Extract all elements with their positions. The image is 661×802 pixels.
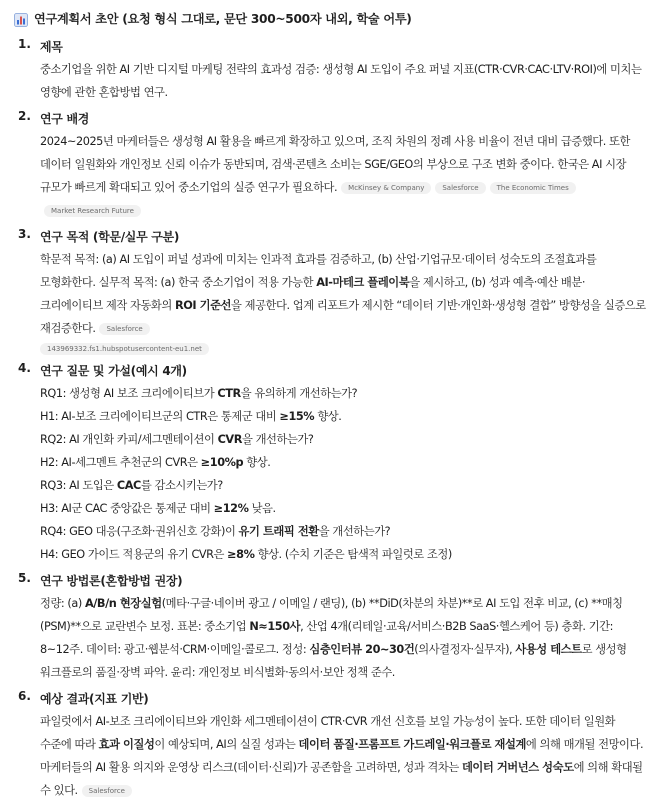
- hypothesis-line: [40, 405, 647, 428]
- line-text: 낮음.: [248, 502, 276, 515]
- line-text: RQ3: AI 도입은: [40, 479, 117, 492]
- body-emphasis: ROI 기준선: [174, 299, 232, 312]
- section-heading: 예상 결과(지표 기반): [40, 692, 149, 706]
- body-emphasis: A/B/n 현장실험: [84, 597, 162, 610]
- section-objectives: [14, 226, 647, 356]
- body-text: 을 제공한다. 업계 리포트가 제시한 “데이터 기반·개인화·생성형 결합” 방향성을 실증으로 재검증한다.: [40, 299, 646, 335]
- line-text: H2: AI-세그멘트 추천군의 CVR은: [40, 456, 201, 469]
- hypothesis-line: [40, 428, 647, 451]
- source-chip[interactable]: 143969332.fs1.hubspotusercontent-eu1.net: [40, 343, 209, 355]
- body-emphasis: AI-마테크 플레이북: [316, 276, 410, 289]
- line-text: 를 감소시키는가?: [140, 479, 223, 492]
- line-text: H1: AI-보조 크리에이티브군의 CTR은 통제군 대비: [40, 410, 280, 423]
- section-expected-results: [14, 688, 647, 802]
- section-heading: 연구 질문 및 가설(예시 4개): [40, 364, 187, 378]
- line-emphasis: ≥15%: [279, 410, 315, 423]
- body-emphasis: 데이터 품질·프롬프트 가드레일·워크플로 재설계: [298, 738, 526, 751]
- section-questions: [14, 360, 647, 566]
- document-title: 연구계획서 초안 (요청 형식 그대로, 문단 300~500자 내외, 학술 어투): [34, 12, 412, 26]
- section-heading: 제목: [40, 40, 63, 54]
- line-text: RQ2: AI 개인화 카피/세그멘테이션이: [40, 433, 218, 446]
- line-text: 을 개선하는가?: [318, 525, 391, 538]
- section-heading: 연구 목적 (학문/실무 구분): [40, 230, 180, 244]
- line-emphasis: 유기 트래픽 전환: [238, 525, 319, 538]
- line-text: 향상.: [314, 410, 342, 423]
- body-text: 에 의해 확대될 수 있다.: [40, 761, 643, 797]
- section-heading: 연구 배경: [40, 112, 90, 126]
- hypothesis-line: [40, 382, 647, 405]
- body-emphasis: 효과 이질성: [98, 738, 155, 751]
- source-chip[interactable]: Salesforce: [99, 323, 149, 335]
- body-text: 을 제시하고, (b) 성과 예측·예산 배분·크리에이티브 제작 자동화의: [40, 276, 585, 312]
- body-text: , 산업 4개(리테일·교육/서비스·B2B SaaS·헬스케어 등) 층화. 기간: 8~12주. 데이터: 광고·웹분석·CRM·이메일·콜로그. 정성:: [40, 620, 613, 656]
- section-body: [40, 592, 647, 684]
- line-emphasis: CVR: [217, 433, 242, 446]
- hypothesis-line: [40, 543, 647, 566]
- body-text: 학문적 목적: (a) AI 도입이 퍼널 성과에 미치는 인과적 효과를 검증하고, (b) 산업·기업규모·데이터 성숙도의 조절효과를 모형화한다. 실무적 목적: (a) 한국 중소기업이 적용 가능한: [40, 253, 597, 289]
- line-emphasis: ≥12%: [213, 502, 249, 515]
- bar-chart-icon: [14, 12, 28, 26]
- line-text: 을 개선하는가?: [241, 433, 314, 446]
- line-emphasis: CAC: [116, 479, 141, 492]
- line-text: RQ4: GEO 대응(구조화·권위신호 강화)이: [40, 525, 239, 538]
- section-number: 1.: [18, 37, 31, 51]
- source-chip[interactable]: Salesforce: [435, 182, 485, 194]
- line-text: 향상.: [243, 456, 271, 469]
- body-emphasis: 심층인터뷰 20~30건: [309, 643, 415, 656]
- line-emphasis: ≥10%p: [200, 456, 244, 469]
- line-text: RQ1: 생성형 AI 보조 크리에이티브가: [40, 387, 218, 400]
- source-chip[interactable]: McKinsey & Company: [341, 182, 431, 194]
- body-text: (메타·구글·네이버 광고 / 이메일 / 랜딩), (b) **DiD(차분의 차분)**로 AI 도입 전후 비교, (c) **매칭(PSM)**으로 교란변수 보정. 표본: 중소기업: [40, 597, 623, 633]
- body-text: 정량: (a): [40, 597, 85, 610]
- source-chip[interactable]: Market Research Future: [44, 205, 141, 217]
- line-emphasis: CTR: [217, 387, 241, 400]
- hypothesis-line: [40, 520, 647, 543]
- section-title: [14, 36, 647, 104]
- section-methodology: [14, 570, 647, 684]
- body-text: (의사결정자·실무자),: [414, 643, 516, 656]
- hypothesis-line: [40, 451, 647, 474]
- hypothesis-line: [40, 497, 647, 520]
- section-number: 2.: [18, 109, 31, 123]
- body-text: 로 생성형 워크플로의 품질·장벽 파악. 윤리: 개인정보 비식별화·동의서·보안 정책 준수.: [40, 643, 627, 679]
- section-body: 중소기업을 위한 AI 기반 디지털 마케팅 전략의 효과성 검증: 생성형 AI 도입이 주요 퍼널 지표(CTR·CVR·CAC·LTV·ROI)에 미치는 영향에 관한 혼합방법 연구.: [40, 63, 642, 99]
- section-body: [40, 130, 647, 222]
- section-number: 6.: [18, 689, 31, 703]
- body-emphasis: 사용성 테스트: [515, 643, 582, 656]
- section-body: [40, 710, 647, 802]
- section-body: [40, 248, 647, 340]
- source-chip-row: [40, 337, 647, 356]
- body-text: 이 예상되며, AI의 실질 성과는: [154, 738, 299, 751]
- section-heading: 연구 방법론(혼합방법 권장): [40, 574, 183, 588]
- body-text: 파일럿에서 AI-보조 크리에이티브와 개인화 세그멘테이션이 CTR·CVR 개선 신호를 보일 가능성이 높다. 또한 데이터 일원화 수준에 따라: [40, 715, 616, 751]
- section-background: [14, 108, 647, 222]
- body-emphasis: N≈150사: [249, 620, 301, 633]
- line-text: 향상. (수치 기준은 탐색적 파일럿로 조정): [254, 548, 452, 561]
- section-list: [14, 36, 647, 802]
- section-body-text: 2024~2025년 마케터들은 생성형 AI 활용을 빠르게 확장하고 있으며, 조직 차원의 정례 사용 비율이 전년 대비 급증했다. 또한 데이터 일원화와 개인정보 신뢰 이슈가 동반되며, 검색·콘텐츠 소비는 SGE/GEO의 부상으로 구조 변화 중이다. 한국은 AI 시장 규모가 빠르게 확대되고 있어 중소기업의 실증 연구가 필요하다.: [40, 135, 630, 194]
- section-number: 4.: [18, 361, 31, 375]
- source-chip[interactable]: The Economic Times: [490, 182, 576, 194]
- hypothesis-line: [40, 474, 647, 497]
- section-number: 5.: [18, 571, 31, 585]
- title-row: [14, 10, 647, 27]
- line-text: 을 유의하게 개선하는가?: [240, 387, 358, 400]
- line-text: H3: AI군 CAC 중앙값은 통제군 대비: [40, 502, 214, 515]
- body-text: 에 의해 매개될 전망이다. 마케터들의 AI 활용 의지와 운영상 리스크(데이터·신뢰)가 공존함을 고려하면, 성과 격차는: [40, 738, 644, 774]
- body-emphasis: 데이터 거버넌스 성숙도: [461, 761, 574, 774]
- source-chip[interactable]: Salesforce: [82, 785, 132, 797]
- line-emphasis: ≥8%: [227, 548, 255, 561]
- section-number: 3.: [18, 227, 31, 241]
- line-text: H4: GEO 가이드 적용군의 유기 CVR은: [40, 548, 228, 561]
